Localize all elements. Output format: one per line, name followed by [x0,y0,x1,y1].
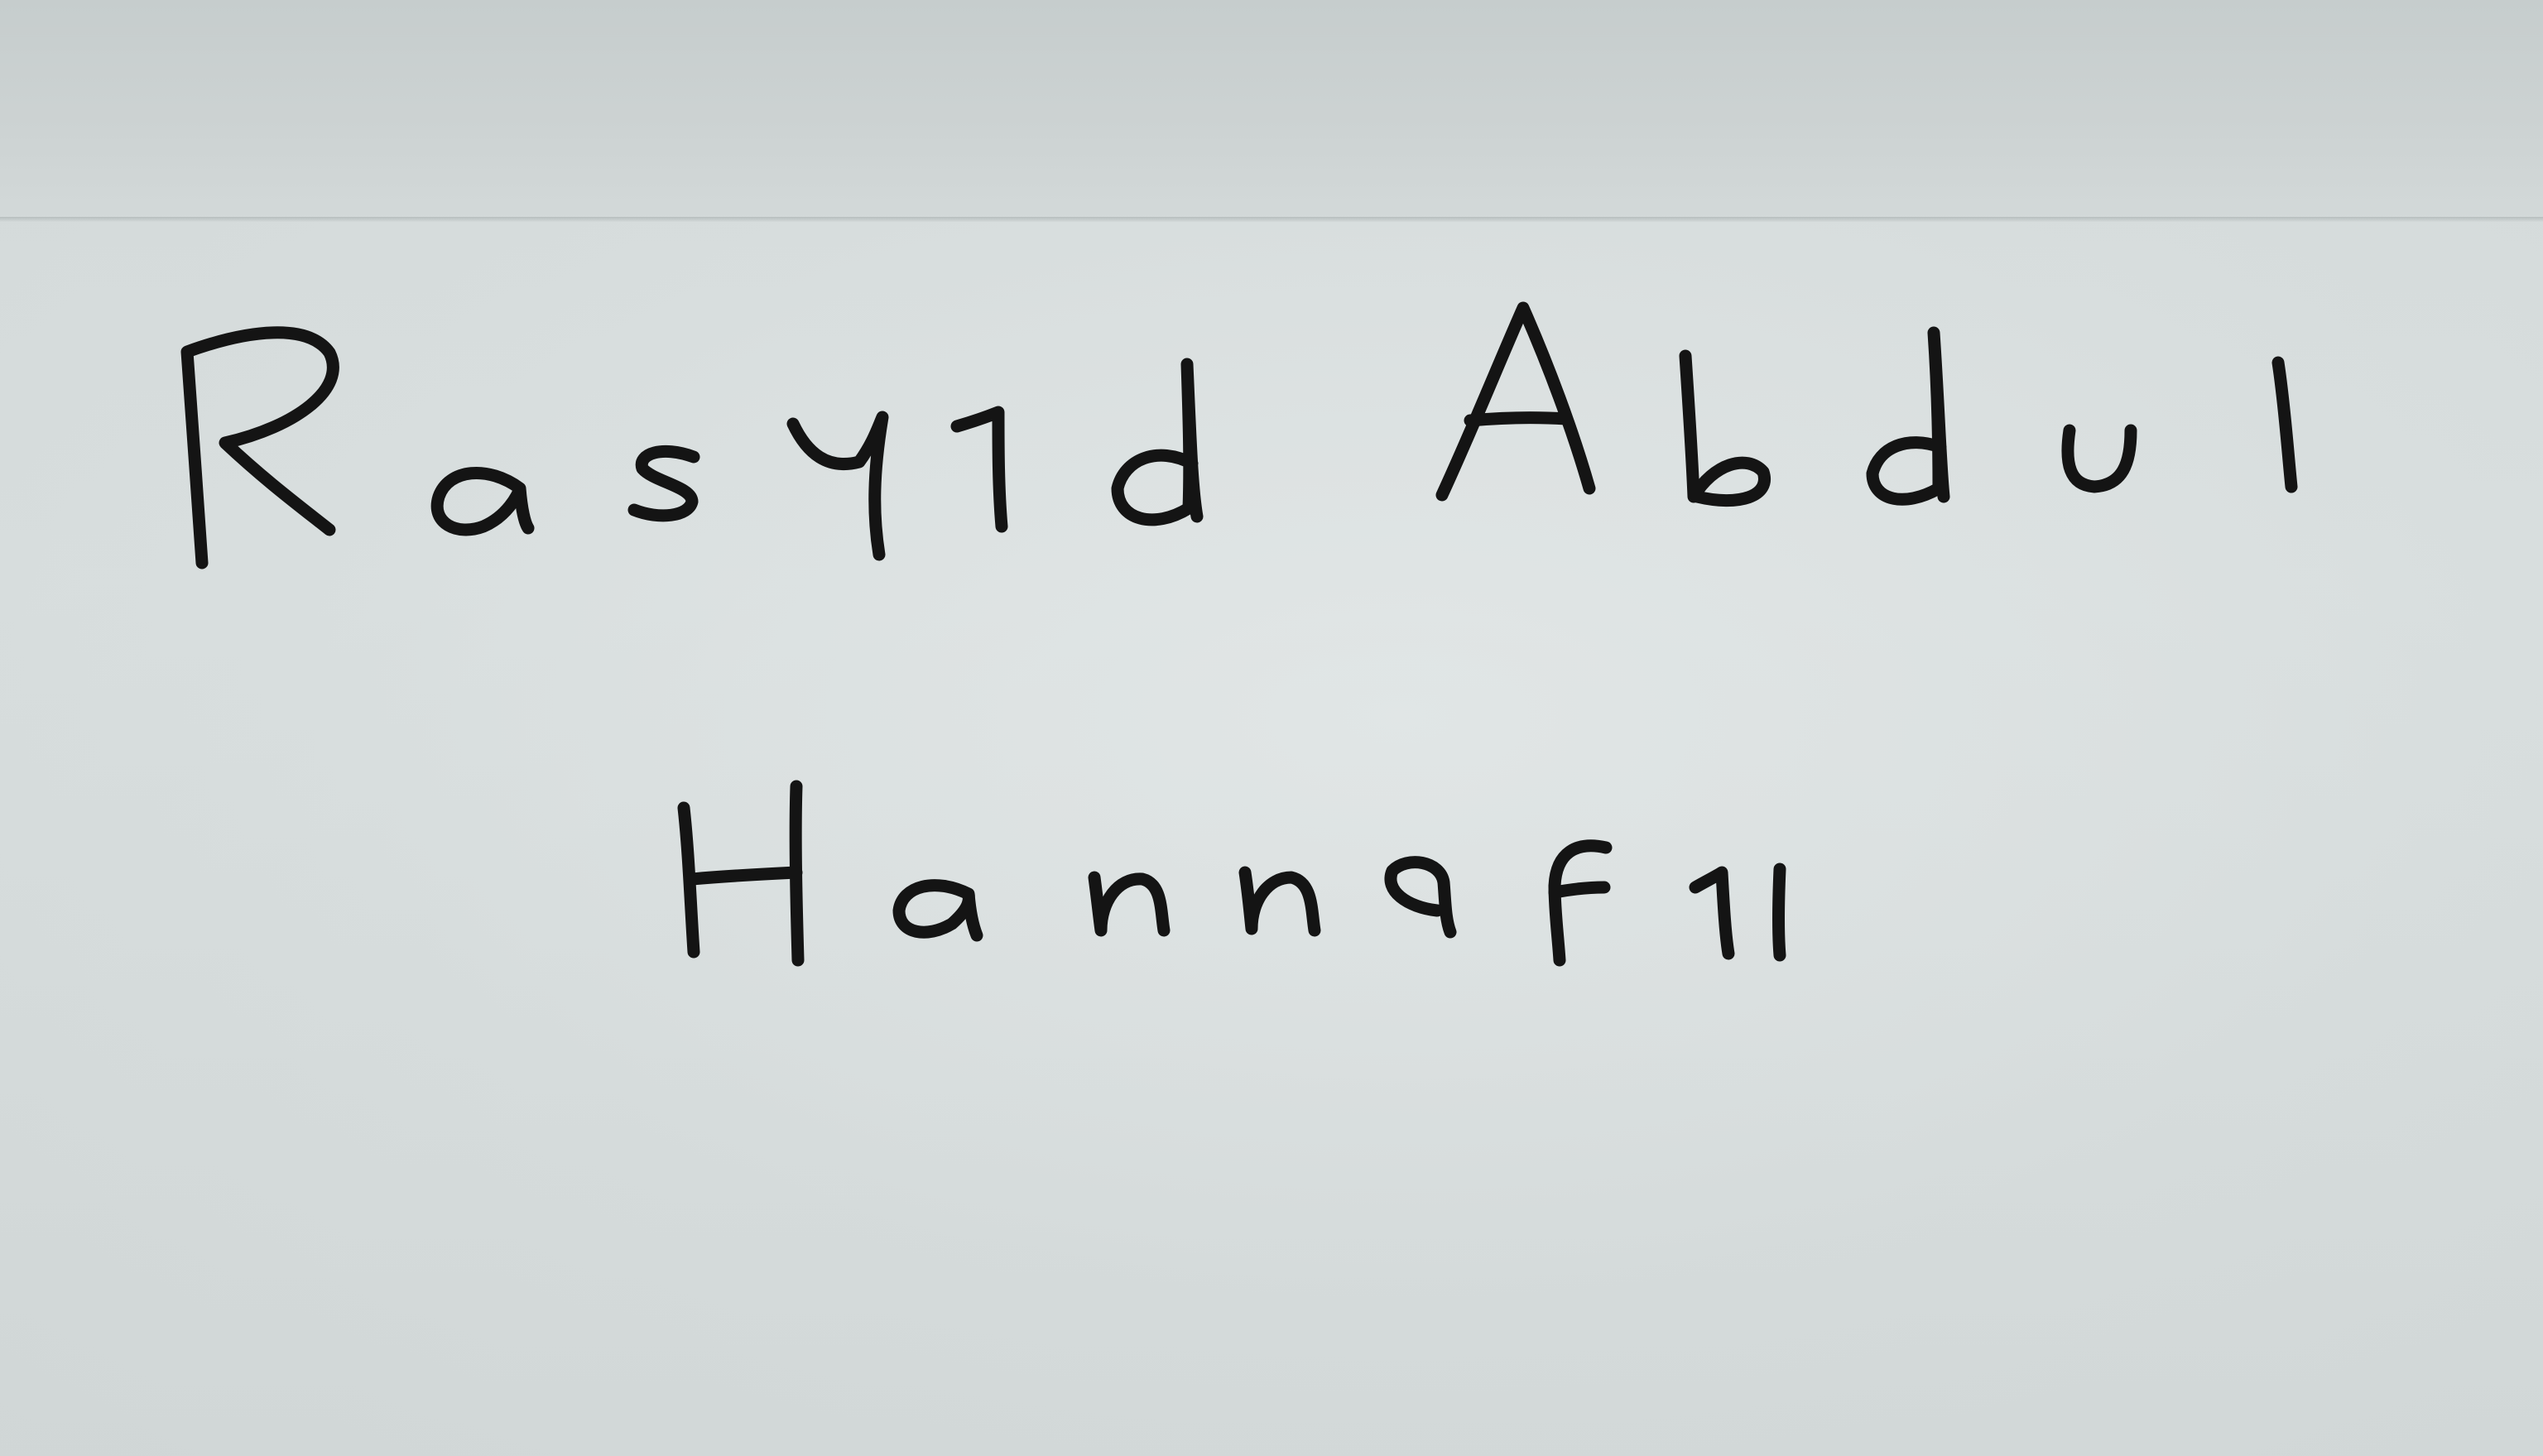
letter-s [634,451,694,515]
letter-A-bar [1470,418,1566,420]
letter-n2 [1245,872,1315,930]
letter-R [187,333,333,563]
letter-u [2068,430,2131,487]
letter-f [1555,846,1606,960]
letter-d2 [1872,333,1944,499]
letter-a2 [899,886,977,935]
letter-d [1118,364,1197,520]
handwritten-line-2 [684,786,1780,960]
handwritten-line-1 [187,308,2291,563]
letter-b [1685,356,1765,501]
letter-l [2278,363,2291,487]
letter-a [437,473,528,530]
letter-a3 [1391,863,1450,932]
letter-l2 [1779,869,1781,955]
letter-i2 [1695,872,1728,954]
letter-A [1442,308,1589,495]
letter-i [957,412,1002,526]
letter-y [793,417,882,555]
letter-H-bar [692,872,796,879]
letter-f-bar [1555,887,1604,892]
letter-n1 [1094,877,1164,930]
